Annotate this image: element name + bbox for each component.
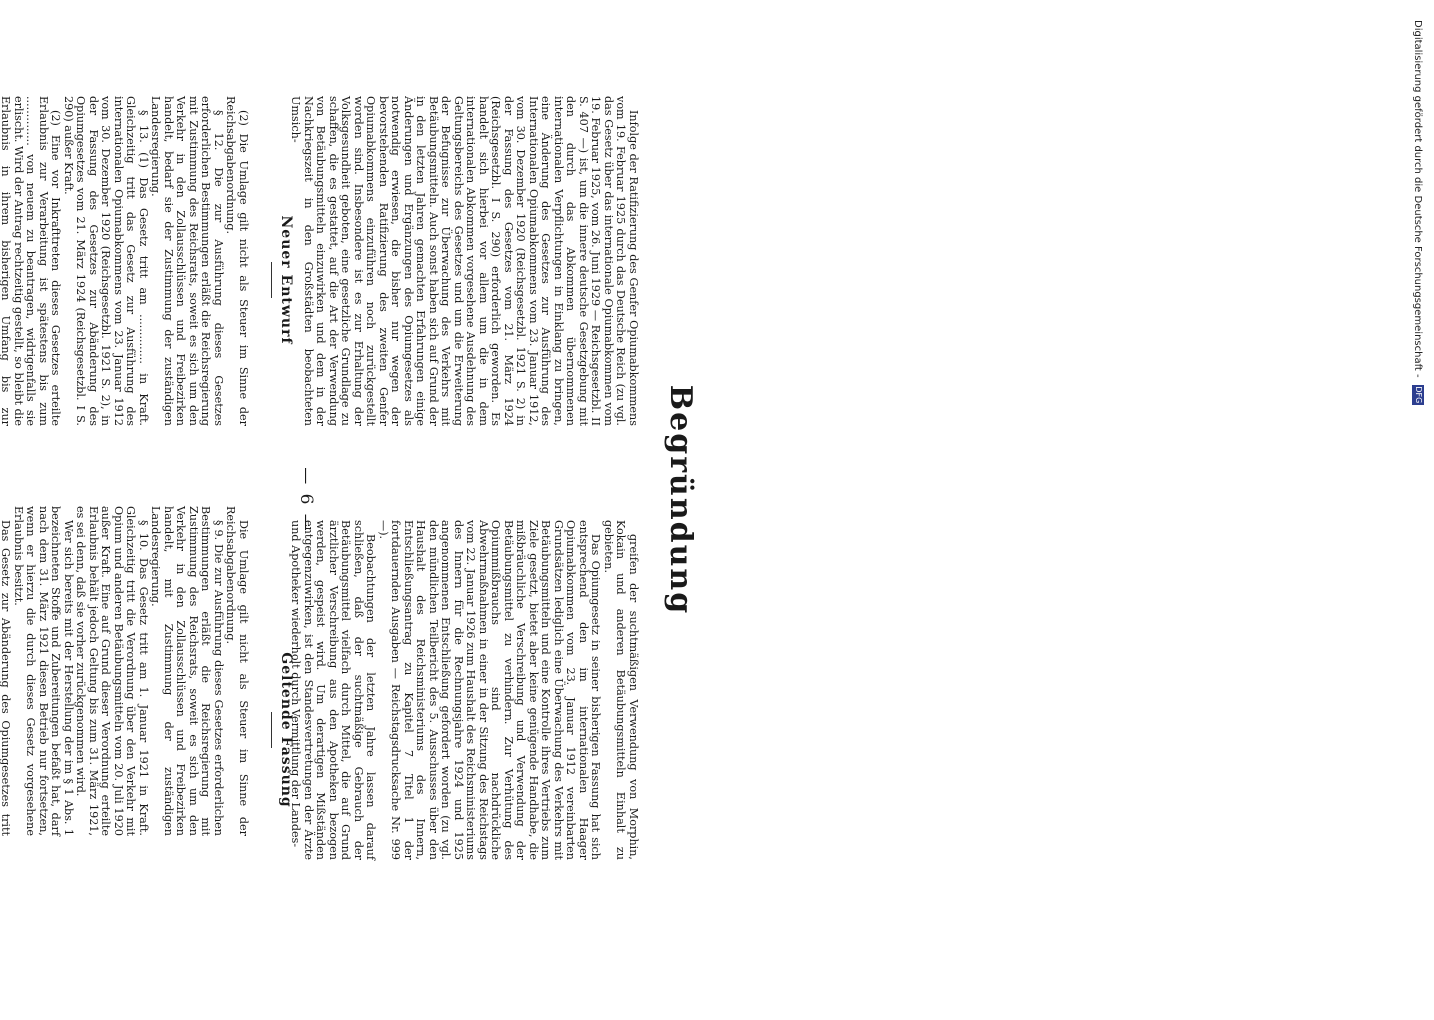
- paragraph: § 13. (1) Das Gesetz tritt am .............. in Kraft. Gleichzeitig tritt das Gesetz zur Ausführung des internationalen Opiumabkommens vom 23. Januar 1912 vom 30. Dezember 1920 (Reichsgesetzbl. 1921 S. 2), in der Fassung des Gesetzes zur Abänderung des Opiumgesetzes vom 21. März 1924 (Reichsgesetzbl. I S. 290) außer Kraft.: [62, 96, 150, 426]
- column-heading-new-draft-text: Neuer Entwurf: [278, 215, 294, 345]
- section-title: Begründung: [663, 384, 698, 616]
- paragraph: § 12. Die zur Ausführung dieses Gesetzes erforderlichen Bestimmungen erläßt die Reichsregierung mit Zustimmung des Reichsrats, soweit es sich um den Verkehr in den Zollausschlüssen und Freibezirken handelt, bedarf sie der Zustimmung der zuständigen Landesregierung.: [149, 96, 225, 426]
- digitization-note: [1412, 0, 1424, 1020]
- new-draft-column: [0, 96, 250, 426]
- heading-rule: [271, 712, 272, 748]
- paragraph: (2) Eine vor Inkrafttreten dieses Gesetzes erteilte Erlaubnis zur Verarbeitung ist spätestens bis zum .............. von neuem zu beantragen, widrigenfalls sie erlischt. Wird der Antrag rechtzeitig gestellt, so bleibt die Erlaubnis in ihrem bisherigen Umfang bis zur: [0, 96, 63, 426]
- paragraph: Das Gesetz zur Abänderung des Opiumgesetzes tritt: [0, 520, 13, 836]
- paragraph: Beobachtungen der letzten Jahre lassen darauf schließen, daß der suchtmäßige Gebrauch der Betäubungsmittel vielfach durch Mittel, die auf Grund ärztlicher Verschreibung aus den Apotheken bezogen werden, gespeist wird. Um derartigen Mißständen entgegenzuwirken, ist den Standesvertretungen der Ärzte und Apotheker wiederholt durch Vermittlung der Landes-: [289, 520, 378, 860]
- paragraph: Die Umlage gilt nicht als Steuer im Sinne der Reichsabgabenordnung.: [224, 506, 250, 836]
- paragraph: Das Opiumgesetz in seiner bisherigen Fassung hat sich entsprechend den im internationalen Haager Opiumabkommen vom 23. Januar 1912 vereinbarten Grundsätzen lediglich eine Überwachung des Verkehrs mit Betäubungsmitteln und eine Kontrolle ihres Vertriebs zum Ziele gesetzt, bietet aber keine genügende Handhabe, die mißbräuchliche Verschreibung und Verwendung der Betäubungsmittel zu verhindern. Zur Verhütung des Opiummißbrauchs sind nachdrückliche Abwehrmaßnahmen in einer in der Sitzung des Reichstags vom 22. Januar 1926 zum Haushalt des Reichsministeriums des Innern für die Rechnungsjahre 1924 und 1925 angenommenen Entschließung gefordert worden (zu vgl. den mündlichen Teilbericht des 5. Ausschusses über den Haushalt des Reichsministeriums des Innern, Entschließungsantrag zu Kapitel 7 Titel 1 der fortdauernden Ausgaben — Reichstagsdrucksache Nr. 999 —).: [377, 520, 603, 860]
- paragraph: greifen der suchtmäßigen Verwendung von Morphin, Kokain und anderen Betäubungsmitteln Einhalt zu gebieten.: [602, 520, 640, 860]
- current-version-column: [0, 506, 250, 836]
- paragraph: (2) Die Umlage gilt nicht als Steuer im Sinne der Reichsabgabenordnung.: [224, 96, 250, 426]
- reasoning-left-column: [289, 96, 640, 426]
- digitization-note-text: Digitalisierung gefördert durch die Deutsche Forschungsgemeinschaft -: [1412, 20, 1423, 378]
- paragraph: Infolge der Ratifizierung des Genfer Opiumabkommens vom 19. Februar 1925 durch das Deutsche Reich (zu vgl. das Gesetz über das internationale Opiumabkommen vom 19. Februar 1925, vom 26. Juni 1929 — Reichsgesetzbl. II S. 407 —) ist, um die innere deutsche Gesetzgebung mit den durch das Abkommen übernommenen internationalen Verpflichtungen in Einklang zu bringen, eine Änderung des Gesetzes zur Ausführung des Internationalen Opiumabkommens vom 23. Januar 1912, vom 30. Dezember 1920 (Reichsgesetzbl. 1921 S. 2) in der Fassung des Gesetzes vom 21. März 1924 (Reichsgesetzbl. I S. 290) erforderlich geworden. Es handelt sich hierbei vor allem um die in dem internationalen Abkommen vorgesehene Ausdehnung des Geltungsbereichs des Gesetzes und um die Erweiterung der Befugnisse zur Überwachung des Verkehrs mit Betäubungsmitteln. Auch sonst haben sich auf Grund der in den letzten Jahren gemachten Erfahrungen einige Änderungen und Ergänzungen des Opiumgesetzes als notwendig erwiesen, die bisher nur wegen der bevorstehenden Ratifizierung des zweiten Genfer Opiumabkommens einzuführen noch zurückgestellt worden sind. Insbesondere ist es zur Erhaltung der Volksgesundheit geboten, eine gesetzliche Grundlage zu schaffen, die es gestattet, auf die Art der Verwendung von Betäubungsmitteln einzuwirken und dem in der Nachkriegszeit in den Großstädten beobachteten Umsich-: [289, 96, 640, 426]
- column-heading-current-version-text: Geltende Fassung: [278, 652, 294, 808]
- dfg-logo-icon: DFG: [1414, 386, 1423, 404]
- heading-rule: [271, 262, 272, 298]
- paragraph: Wer sich bereits mit der Herstellung der im § 1 Abs. 1 bezeichneten Stoffe und Zubereitungen befaßt hat, darf nach dem 31. März 1921 diesen Betrieb nur fortsetzen, wenn er hierzu die durch dieses Gesetz vorgesehene Erlaubnis besitzt.: [12, 506, 75, 836]
- paragraph: § 9. Die zur Ausführung dieses Gesetzes erforderlichen Bestimmungen erläßt die Reichsregierung mit Zustimmung des Reichsrats, soweit es sich um den Verkehr in den Zollausschlüssen und Freibezirken handelt, mit Zustimmung der zuständigen Landesregierung.: [149, 506, 225, 836]
- reasoning-right-column: [289, 520, 640, 860]
- paragraph: § 10. Das Gesetz tritt am 1. Januar 1921 in Kraft. Gleichzeitig tritt die Verordnung über den Verkehr mit Opium und anderen Betäubungsmitteln vom 20. Juli 1920 außer Kraft. Eine auf Grund dieser Verordnung erteilte Erlaubnis behält jedoch Geltung bis zum 31. März 1921, es sei denn, daß sie vorher zurückgenommen wird.: [74, 506, 150, 836]
- page-number: — 6 —: [296, 467, 316, 533]
